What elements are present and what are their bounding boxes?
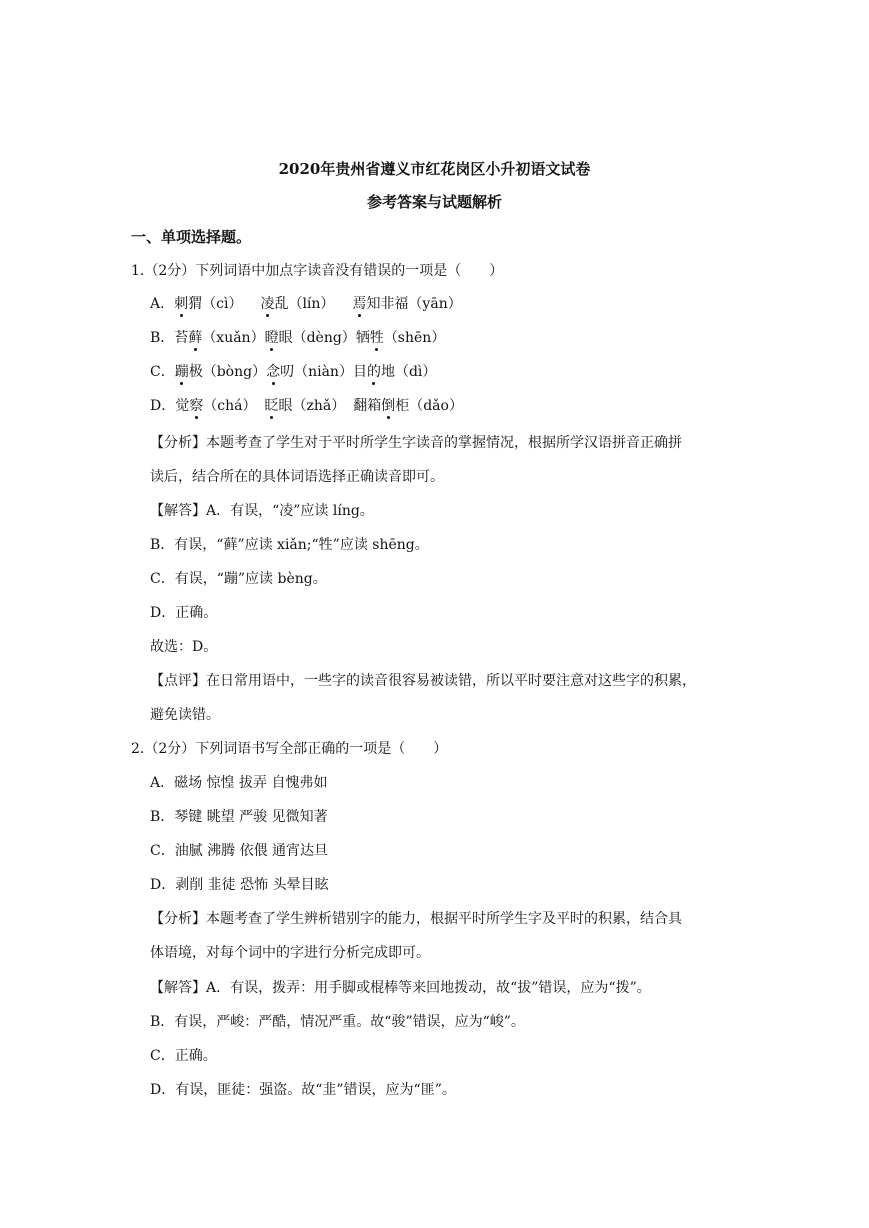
document-title: 2020年贵州省遵义市红花岗区小升初语文试卷 (278, 160, 591, 178)
section-heading: 一、单项选择题。 (131, 228, 252, 246)
dotted-char: 凌 (260, 293, 274, 313)
dotted-char: 的 (367, 361, 381, 381)
word-rest: 觉 (175, 398, 190, 414)
word-rest: 极（bòng） (188, 364, 267, 380)
q2-answer: 【解答】A．有误，拨弄：用手脚或棍棒等来回地拨动，故“拔”错误，应为“拨”。 (150, 980, 651, 996)
word-rest: 知非福（yān） (366, 296, 462, 312)
dotted-char: 瞪 (265, 327, 279, 347)
word-rest: （chá） (203, 398, 257, 414)
q1-comment-cont: 避免读错。 (150, 707, 220, 723)
q2-option-d: D．剥削 韭徒 恐怖 头晕目眩 (150, 877, 329, 893)
q1-option-a (150, 293, 462, 313)
dotted-char: 倒 (381, 395, 395, 415)
word-rest: 眼（dèng） (278, 330, 356, 346)
word-rest: （xuǎn） (202, 330, 265, 346)
q1-analysis: 【分析】本题考查了学生对于平时所学生字读音的掌握情况，根据所学汉语拼音正确拼 (150, 435, 682, 451)
q2-answer-c: C．正确。 (150, 1048, 217, 1064)
word-rest: （niàn） (294, 364, 353, 380)
dotted-char: 念 (266, 361, 280, 381)
q1-option-d (150, 395, 463, 415)
word-rest: 猬（cì） (188, 296, 243, 312)
dotted-char: 刺 (174, 293, 188, 313)
option-prefix: A． (150, 296, 175, 312)
q1-answer-b: B．有误，“藓”应读 xiǎn;“牲”应读 shēng。 (150, 537, 429, 553)
dotted-char: 察 (189, 395, 203, 415)
q2-answer-d: D．有误，匪徒：强盗。故“韭”错误，应为“匪”。 (150, 1082, 456, 1098)
q1-option-b (150, 327, 445, 347)
q1-comment: 【点评】在日常用语中，一些字的读音很容易被读错，所以平时要注意对这些字的积累， (150, 673, 696, 689)
dotted-char: 藓 (188, 327, 202, 347)
word-rest: 柜（dǎo） (395, 398, 463, 414)
option-prefix: D． (150, 398, 176, 414)
q1-analysis-cont: 读后，结合所在的具体词语选择正确读音即可。 (150, 469, 444, 485)
q1-answer: 【解答】A．有误，“凌”应读 líng。 (150, 503, 374, 519)
word-rest: 翻箱 (353, 398, 382, 414)
word-rest: 目 (352, 364, 367, 380)
dotted-char: 牲 (370, 327, 384, 347)
q2-option-a: A．磁场 惊惶 拔弄 自愧弗如 (150, 775, 328, 791)
word-rest: 眼（zhǎ） (278, 398, 346, 414)
q1-stem: 1.（2分）下列词语中加点字读音没有错误的一项是（ ） (131, 263, 504, 279)
q2-option-c: C．油腻 沸腾 依偎 通宵达旦 (150, 843, 329, 859)
q1-choice: 故选：D。 (150, 639, 218, 655)
word-rest: 叨 (280, 364, 295, 380)
option-prefix: C． (150, 364, 175, 380)
word-rest: （shēn） (383, 330, 446, 346)
document-subtitle: 参考答案与试题解析 (366, 193, 502, 211)
q2-option-b: B．琴键 眺望 严骏 见微知著 (150, 809, 328, 825)
word-rest: 苔 (174, 330, 189, 346)
dotted-char: 焉 (352, 293, 366, 313)
q1-answer-c: C．有误，“蹦”应读 bèng。 (150, 571, 327, 587)
q2-stem: 2.（2分）下列词语书写全部正确的一项是（ ） (131, 741, 448, 757)
word-rest: 牺 (355, 330, 370, 346)
word-rest: 乱（lín） (274, 296, 335, 312)
dotted-char: 蹦 (175, 361, 189, 381)
word-rest: 地（dì） (380, 364, 437, 380)
q1-option-c (150, 361, 436, 381)
dotted-char: 眨 (264, 395, 278, 415)
q2-analysis-cont: 体语境，对每个词中的字进行分析完成即可。 (150, 945, 430, 961)
q1-answer-d: D．正确。 (150, 605, 218, 621)
q2-answer-b: B．有误，严峻：严酷，情况严重。故“骏”错误，应为“峻”。 (150, 1014, 525, 1030)
q2-analysis: 【分析】本题考查了学生辨析错别字的能力，根据平时所学生字及平时的积累，结合具 (150, 911, 682, 927)
option-prefix: B． (150, 330, 175, 346)
